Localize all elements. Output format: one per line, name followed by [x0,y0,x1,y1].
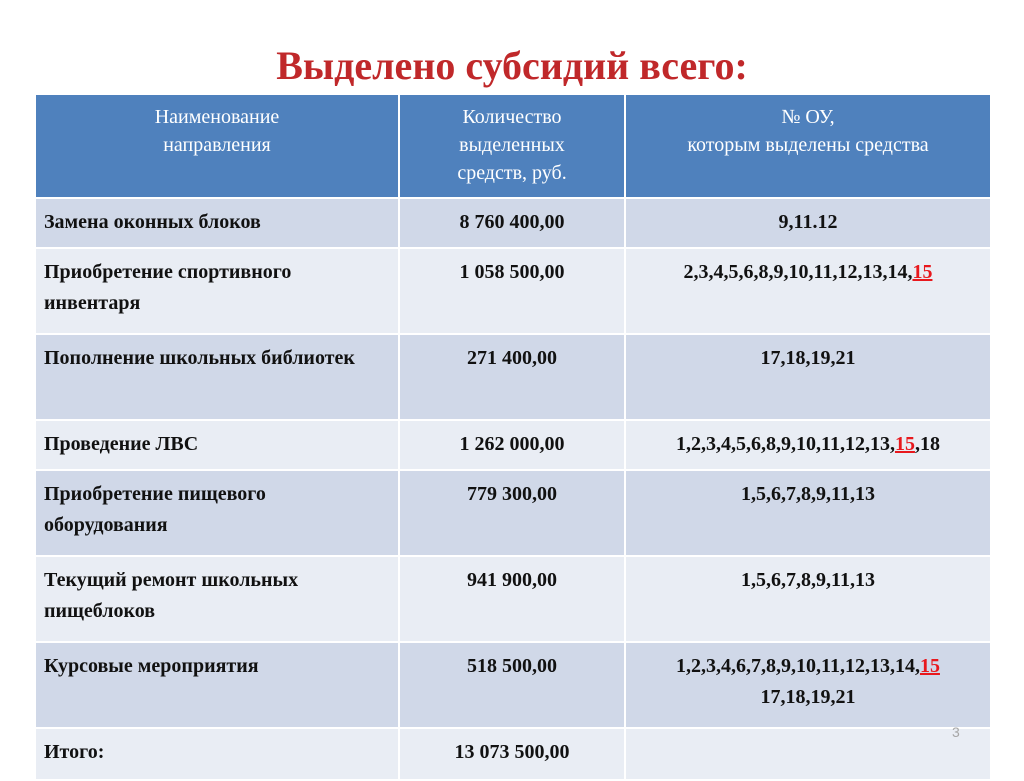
row-amount: 941 900,00 [399,556,625,642]
row-direction-name: Замена оконных блоков [35,198,399,248]
school-numbers-text: 1,5,6,7,8,9,11,13 [741,483,875,505]
table-row [35,334,991,420]
table-row [35,556,991,642]
table-row [35,248,991,334]
row-schools [625,556,991,642]
row-schools [625,470,991,556]
header-direction-text: Наименование направления [154,106,280,156]
table-row [35,470,991,556]
table-header-row [35,94,991,198]
school-numbers-text: 1,2,3,4,6,7,8,9,10,11,12,13,14, [676,655,920,677]
row-direction-name: Текущий ремонт школьных пищеблоков [35,556,399,642]
row-schools [625,198,991,248]
school-numbers-text: 17,18,19,21 [760,686,856,708]
row-schools [625,248,991,334]
row-amount: 1 058 500,00 [399,248,625,334]
row-schools [625,334,991,420]
school-numbers-text: 2,3,4,5,6,8,9,10,11,12,13,14, [683,261,913,283]
school-numbers-text: ,18 [914,433,940,455]
header-direction [35,94,399,198]
table-row [35,642,991,728]
header-amount [399,94,625,198]
row-direction-name: Пополнение школьных библиотек [35,334,399,420]
table-row [35,420,991,470]
school-number-highlight: 15 [919,655,940,677]
row-direction-name: Проведение ЛВС [35,420,399,470]
row-schools [625,642,991,728]
total-row [35,728,991,780]
header-schools [625,94,991,198]
header-schools-text: № ОУ, которым выделены средства [687,106,929,156]
slide-title: Выделено субсидий всего: [276,43,748,88]
row-schools [625,420,991,470]
total-schools-empty [625,728,991,780]
page-number: 3 [952,724,960,740]
school-number-highlight: 15 [912,261,933,283]
row-direction-name: Приобретение спортивного инвентаря [35,248,399,334]
header-amount-text: Количество выделенных средств, руб. [457,106,567,184]
table-row [35,198,991,248]
school-number-highlight: 15 [894,433,915,455]
row-direction-name: Курсовые мероприятия [35,642,399,728]
row-amount: 779 300,00 [399,470,625,556]
school-numbers-text: 17,18,19,21 [760,347,856,369]
school-numbers-text: 1,5,6,7,8,9,11,13 [741,569,875,591]
subsidies-table [34,93,992,781]
row-amount: 271 400,00 [399,334,625,420]
school-numbers-text: 9,11.12 [778,211,838,233]
row-amount: 8 760 400,00 [399,198,625,248]
row-direction-name: Приобретение пищевого оборудования [35,470,399,556]
row-amount: 518 500,00 [399,642,625,728]
row-amount: 1 262 000,00 [399,420,625,470]
total-amount: 13 073 500,00 [399,728,625,780]
school-numbers-text: 1,2,3,4,5,6,8,9,10,11,12,13, [676,433,895,455]
total-label: Итого: [35,728,399,780]
